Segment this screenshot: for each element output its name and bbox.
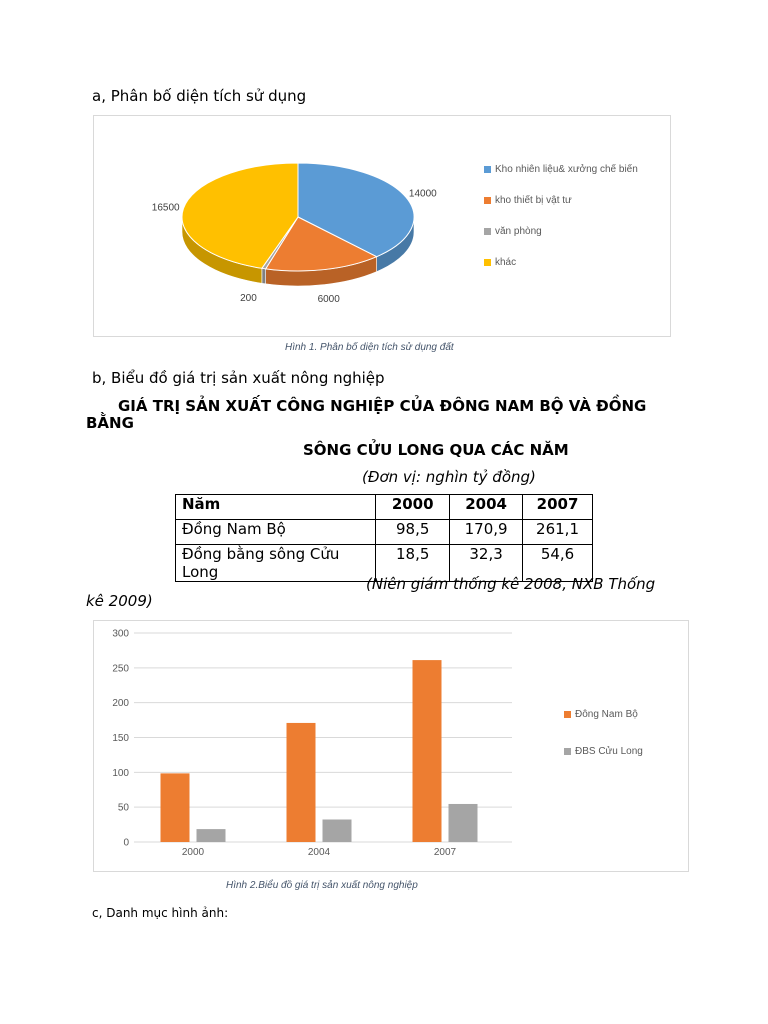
x-tick-label: 2000 [181,847,205,858]
x-tick-label: 2004 [307,847,331,858]
source-line1: (Niên giám thống kê 2008, NXB Thống [366,575,656,593]
legend-swatch [564,748,571,755]
pie-legend-label: văn phòng [495,226,542,237]
table-unit: (Đơn vị: nghìn tỷ đồng) [362,468,536,486]
bar-legend-item [564,746,643,757]
pie-chart [94,116,670,336]
section-b-heading: b, Biểu đồ giá trị sản xuất nông nghiệp [92,369,385,387]
pie-data-label: 16500 [151,202,180,214]
y-tick-label: 0 [123,837,129,849]
y-tick-label: 150 [112,733,129,744]
y-tick-label: 100 [112,767,129,779]
bar [323,819,352,842]
table-header-cell: 2004 [450,495,523,520]
pie-legend-label: kho thiết bị vật tư [495,195,572,206]
y-tick-label: 300 [112,628,129,640]
pie-caption: Hình 1. Phân bố diện tích sử dụng đất [285,342,454,353]
legend-swatch [484,166,491,173]
table-cell: 98,5 [376,520,450,545]
table-title-line1: GIÁ TRỊ SẢN XUẤT CÔNG NGHIỆP CỦA ĐÔNG NAM BỘ VÀ ĐỒNG [118,397,647,415]
table-header-cell: 2007 [523,495,593,520]
pie-legend-item [484,164,638,175]
table-cell: Đồng bằng sông Cửu Long [176,545,376,582]
table-header-cell: 2000 [376,495,450,520]
legend-swatch [484,228,491,235]
y-tick-label: 50 [117,802,129,814]
legend-swatch [484,197,491,204]
bar-legend-label: Đông Nam Bộ [575,709,638,720]
pie-data-label: 6000 [317,294,340,306]
pie-legend-item [484,226,542,237]
pie-legend-item [484,257,516,268]
section-c-heading: c, Danh mục hình ảnh: [92,906,229,920]
pie-side [262,268,266,284]
data-table [175,494,593,582]
pie-chart-frame [93,115,671,337]
table-cell: 32,3 [450,545,523,582]
legend-swatch [484,259,491,266]
legend-swatch [564,711,571,718]
table-cell: 18,5 [376,545,450,582]
y-tick-label: 200 [112,698,129,710]
pie-legend-item [484,195,572,206]
table-cell: 261,1 [523,520,593,545]
table-cell: 170,9 [450,520,523,545]
bar [413,660,442,842]
bar-legend-item [564,709,638,720]
y-tick-label: 250 [112,663,129,675]
pie-legend-label: Kho nhiên liệu& xưởng chế biến [495,164,638,175]
section-a-heading: a, Phân bố diện tích sử dụng [92,87,307,105]
bar [197,829,226,842]
x-tick-label: 2007 [433,847,457,858]
bar-legend-label: ĐBS Cửu Long [575,746,643,757]
table-header-cell: Năm [176,495,376,520]
source-line2: kê 2009) [86,592,153,610]
pie-legend-label: khác [495,257,517,268]
table-cell: Đồng Nam Bộ [176,520,376,545]
bar [287,723,316,842]
bar-chart-frame [93,620,689,872]
table-row [176,520,593,545]
table-header-row [176,495,593,520]
bar [449,804,478,842]
bar-caption: Hình 2.Biểu đồ giá trị sản xuất nông nghiệp [226,880,418,891]
pie-data-label: 14000 [408,188,437,200]
table-title-line2: SÔNG CỬU LONG QUA CÁC NĂM [303,441,569,459]
bar [161,773,190,842]
pie-data-label: 200 [240,292,257,304]
table-title-line1b: BẰNG [86,414,134,432]
table-cell: 54,6 [523,545,593,582]
